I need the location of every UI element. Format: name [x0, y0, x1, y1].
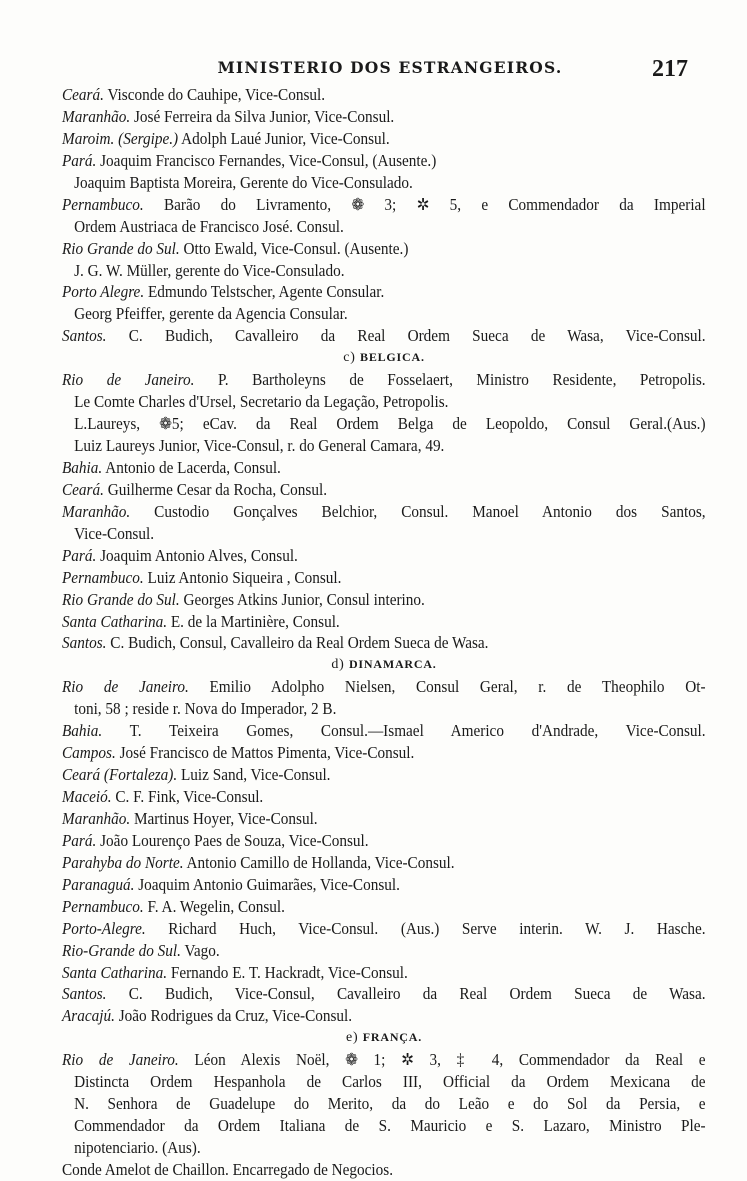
entry-line	[62, 589, 706, 611]
place-name: Pernambuco.	[62, 896, 144, 916]
section-heading	[62, 347, 706, 369]
place-name: Rio Grande do Sul.	[62, 238, 180, 258]
section-title: DINAMARCA.	[348, 657, 437, 672]
page-header	[0, 56, 747, 84]
entry-line	[62, 852, 706, 874]
page-number: 217	[652, 56, 688, 82]
entry-line	[62, 567, 706, 589]
entry-text: Fernando E. T. Hackradt, Vice-Consul.	[167, 962, 408, 982]
entry-line	[62, 1159, 706, 1181]
entry-text: Edmundo Telstscher, Agente Consular.	[144, 282, 385, 302]
place-name: Ceará.	[62, 85, 104, 104]
entry-line	[62, 106, 706, 128]
entry-text: F. A. Wegelin, Consul.	[143, 896, 285, 916]
running-title: MINISTERIO DOS ESTRANGEIROS.	[217, 58, 563, 77]
section-heading	[62, 654, 706, 676]
place-name: Porto Alegre.	[62, 282, 145, 302]
entry-line	[62, 896, 706, 918]
entry-text: João Rodrigues da Cruz, Vice-Consul.	[114, 1006, 353, 1026]
entry-text: C. Budich, Consul, Cavalleiro da Real Ordem Sueca de Wasa.	[106, 633, 489, 653]
place-name: Santa Catharina.	[62, 962, 168, 982]
place-name: Rio-Grande do Sul.	[62, 940, 181, 960]
entry-line	[62, 698, 706, 720]
place-name: Santos.	[62, 326, 107, 346]
place-name: Campos.	[62, 743, 116, 763]
entry-line	[62, 260, 706, 282]
entry-line	[62, 216, 706, 238]
entry-line	[62, 1093, 706, 1115]
entry-text: C. Budich, Cavalleiro da Real Ordem Sueca de Wasa, Vice-Consul.	[106, 326, 706, 346]
place-name: Bahia.	[62, 721, 103, 741]
entry-line	[62, 194, 706, 216]
section-letter: e)	[345, 1030, 359, 1046]
section-title: FRANÇA.	[362, 1030, 423, 1045]
place-name: Maranhão.	[62, 808, 131, 828]
entry-text: Le Comte Charles d'Ursel, Secretario da Legação, Petropolis.	[74, 392, 449, 412]
entry-line	[62, 830, 706, 852]
entry-text: Vice-Consul.	[74, 523, 155, 543]
entry-text: J. G. W. Müller, gerente do Vice-Consulado.	[74, 260, 345, 280]
place-name: Pará.	[62, 830, 97, 850]
section-heading	[62, 1027, 706, 1049]
entry-text: Luiz Laureys Junior, Vice-Consul, r. do General Camara, 49.	[74, 436, 445, 455]
entry-line	[62, 918, 706, 940]
entry-text: Léon Alexis Noël, ❁ 1; ✲ 3, ‡ 4, Commendador da Real e	[178, 1050, 706, 1070]
entry-line	[62, 611, 706, 633]
place-name: Pernambuco.	[62, 194, 144, 214]
entry-line	[62, 281, 706, 303]
entry-text: Vago.	[180, 940, 220, 960]
entry-text: Martinus Hoyer, Vice-Consul.	[130, 808, 318, 828]
entry-line	[62, 874, 706, 896]
entry-line	[62, 172, 706, 194]
section-letter: d)	[331, 657, 345, 673]
entry-line	[62, 962, 706, 984]
place-name: Bahia.	[62, 457, 103, 477]
entry-text: José Ferreira da Silva Junior, Vice-Consul.	[130, 106, 395, 126]
entry-text: nipotenciario. (Aus).	[74, 1138, 201, 1157]
entry-text: C. Budich, Vice-Consul, Cavalleiro da Real Ordem Sueca de Wasa.	[106, 984, 706, 1004]
section-letter: c)	[343, 350, 356, 366]
entry-text: João Lourenço Paes de Souza, Vice-Consul.	[96, 830, 369, 850]
entry-line	[62, 786, 706, 808]
entry-text: Antonio Camillo de Hollanda, Vice-Consul.	[183, 852, 455, 872]
entry-line	[62, 1049, 706, 1071]
entry-line	[62, 391, 706, 413]
entry-line	[62, 808, 706, 830]
place-name: Rio de Janeiro.	[62, 677, 189, 697]
place-name: Rio de Janeiro.	[62, 1050, 179, 1070]
entry-text: Commendador da Ordem Italiana de S. Mauricio e S. Lazaro, Ministro Ple-	[74, 1116, 706, 1136]
entry-text: Ordem Austriaca de Francisco José. Consul.	[74, 216, 344, 236]
entry-text: Custodio Gonçalves Belchior, Consul. Manoel Antonio dos Santos,	[130, 501, 706, 521]
entry-line	[62, 325, 706, 347]
entry-line	[62, 1071, 706, 1093]
place-name: Santos.	[62, 984, 107, 1004]
entry-line	[62, 303, 706, 325]
place-name: Paranaguá.	[62, 874, 135, 894]
entry-text: toni, 58 ; reside r. Nova do Imperador, 2 B.	[74, 699, 337, 719]
entry-text: José Francisco de Mattos Pimenta, Vice-Consul.	[115, 743, 415, 763]
entry-text: Georges Atkins Junior, Consul interino.	[179, 589, 425, 609]
entry-line	[62, 1115, 706, 1137]
entry-text: C. F. Fink, Vice-Consul.	[111, 787, 264, 806]
entry-text: E. de la Martinière, Consul.	[167, 611, 340, 631]
entry-text: Joaquim Antonio Guimarães, Vice-Consul.	[134, 874, 400, 894]
entry-line	[62, 84, 706, 106]
entry-text: Joaquim Antonio Alves, Consul.	[96, 545, 298, 565]
entry-text: Joaquim Francisco Fernandes, Vice-Consul, (Ausente.)	[96, 150, 437, 170]
entry-line	[62, 435, 706, 457]
place-name: Pará.	[62, 545, 97, 565]
entry-text: L.Laureys, ❁5; eCav. da Real Ordem Belga de Leopoldo, Consul Geral.(Aus.)	[74, 414, 706, 434]
place-name: Rio de Janeiro.	[62, 370, 195, 390]
place-name: Parahyba do Norte.	[62, 852, 184, 872]
place-name: Maranhão.	[62, 501, 131, 521]
entry-line	[62, 742, 706, 764]
entry-text: Barão do Livramento, ❁ 3; ✲ 5, e Commendador da Imperial	[143, 194, 706, 214]
entry-line	[62, 545, 706, 567]
place-name: Ceará (Fortaleza).	[62, 765, 178, 785]
entry-text: Antonio de Lacerda, Consul.	[102, 457, 281, 477]
entry-line	[62, 369, 706, 391]
place-name: Santos.	[62, 633, 107, 653]
entry-line	[62, 457, 706, 479]
entry-line	[62, 632, 706, 654]
place-name: Aracajú.	[62, 1006, 115, 1026]
place-name: Pernambuco.	[62, 567, 144, 587]
entry-line	[62, 940, 706, 962]
place-name: Ceará.	[62, 479, 104, 499]
place-name: Maranhão.	[62, 106, 131, 126]
page-body	[62, 84, 706, 1181]
entry-text: Otto Ewald, Vice-Consul. (Ausente.)	[179, 238, 409, 258]
entry-line	[62, 764, 706, 786]
place-name: Santa Catharina.	[62, 611, 168, 631]
entry-line	[62, 676, 706, 698]
entry-text: Joaquim Baptista Moreira, Gerente do Vice-Consulado.	[74, 172, 413, 192]
entry-line	[62, 479, 706, 501]
entry-text: Distincta Ordem Hespanhola de Carlos III, Official da Ordem Mexicana de	[74, 1072, 706, 1092]
entry-line	[62, 128, 706, 150]
entry-text: Emilio Adolpho Nielsen, Consul Geral, r. de Theophilo Ot-	[188, 677, 706, 697]
entry-text: Georg Pfeiffer, gerente da Agencia Consular.	[74, 304, 348, 324]
entry-text: Luiz Antonio Siqueira , Consul.	[143, 567, 342, 587]
entry-line	[62, 1005, 706, 1027]
entry-line	[62, 983, 706, 1005]
entry-text: Visconde do Cauhipe, Vice-Consul.	[103, 85, 326, 104]
entry-line	[62, 523, 706, 545]
place-name: Pará.	[62, 150, 97, 170]
entry-text: Adolph Laué Junior, Vice-Consul.	[178, 128, 390, 148]
entry-line	[62, 413, 706, 435]
entry-line	[62, 720, 706, 742]
place-name: Porto-Alegre.	[62, 918, 146, 938]
place-name: Maceió.	[62, 787, 112, 806]
entry-text: T. Teixeira Gomes, Consul.—Ismael Americo d'Andrade, Vice-Consul.	[102, 721, 706, 741]
entry-text: Richard Huch, Vice-Consul. (Aus.) Serve interin. W. J. Hasche.	[145, 918, 706, 938]
entry-text: Luiz Sand, Vice-Consul.	[177, 765, 331, 785]
entry-text: P. Bartholeyns de Fosselaert, Ministro Residente, Petropolis.	[194, 370, 706, 390]
entry-text: Conde Amelot de Chaillon. Encarregado de Negocios.	[62, 1159, 394, 1179]
section-title: BELGICA.	[360, 350, 425, 365]
entry-line	[62, 501, 706, 523]
entry-line	[62, 150, 706, 172]
entry-text: Guilherme Cesar da Rocha, Consul.	[103, 479, 328, 499]
place-name: Rio Grande do Sul.	[62, 589, 180, 609]
entry-text: N. Senhora de Guadelupe do Merito, da do Leão e do Sol da Persia, e	[74, 1094, 706, 1114]
entry-line	[62, 238, 706, 260]
place-name: Maroim. (Sergipe.)	[62, 128, 179, 148]
